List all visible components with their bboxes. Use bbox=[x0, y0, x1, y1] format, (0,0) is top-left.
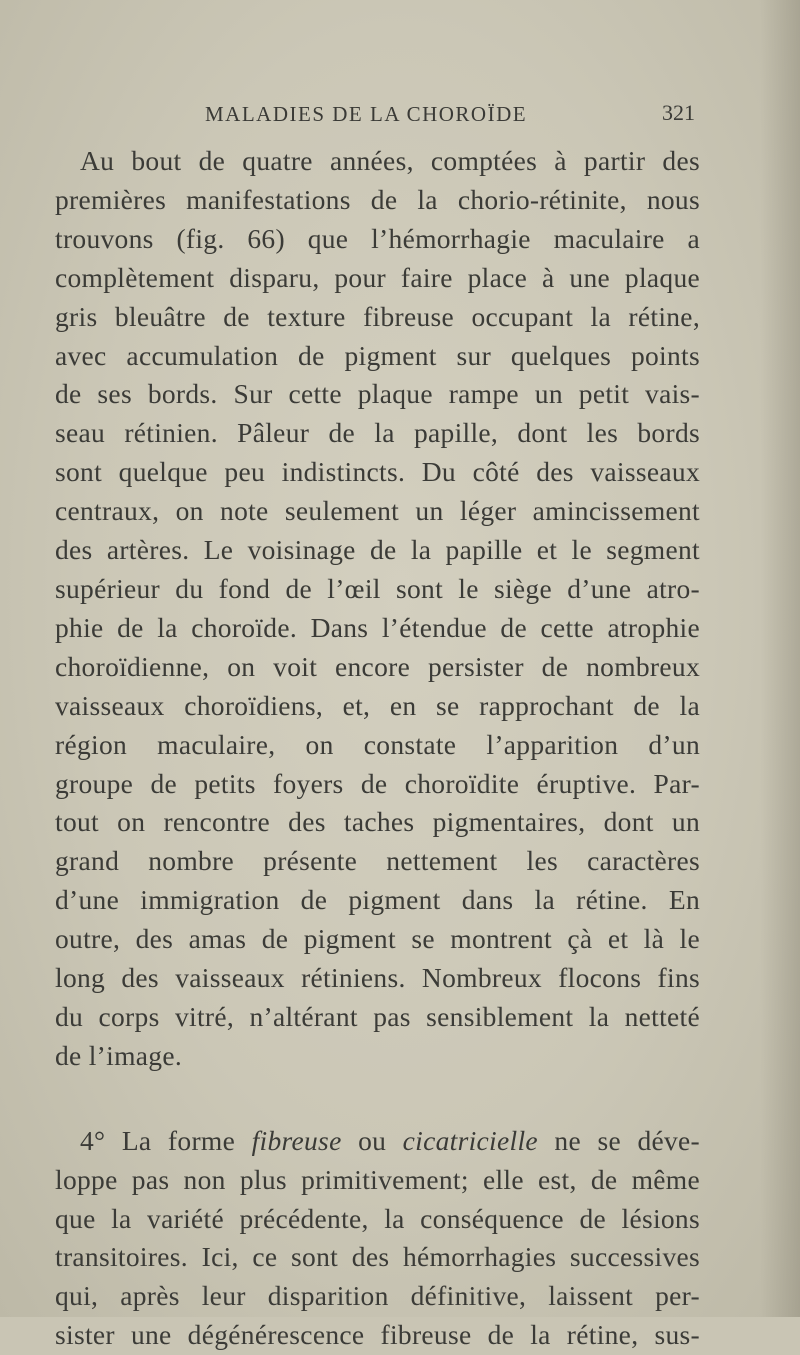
text-line: sister une dégénérescence fibreuse de la rétine, sus- bbox=[55, 1319, 700, 1351]
text-line: qui, après leur disparition définitive, laissent per- bbox=[55, 1280, 700, 1312]
text-line: groupe de petits foyers de choroïdite éruptive. Par- bbox=[55, 767, 700, 799]
text-line: vaisseaux choroïdiens, et, en se rapprochant de la bbox=[55, 689, 700, 721]
running-title: MALADIES DE LA CHOROÏDE bbox=[205, 102, 528, 126]
text-line: phie de la choroïde. Dans l’étendue de cette atrophie bbox=[55, 611, 700, 643]
paragraph-gap bbox=[55, 1076, 700, 1122]
text-segment: ne se déve- bbox=[537, 1124, 701, 1156]
body-text bbox=[55, 142, 700, 1355]
page-header bbox=[55, 100, 695, 136]
text-line: sont quelque peu indistincts. Du côté des vaisseaux bbox=[55, 456, 700, 488]
text-line: avec accumulation de pigment sur quelques points bbox=[55, 339, 700, 371]
text-line: d’une immigration de pigment dans la rétine. En bbox=[55, 884, 700, 916]
text-line: loppe pas non plus primitivement; elle est, de même bbox=[55, 1163, 700, 1195]
text-line bbox=[55, 1122, 700, 1161]
text-line: du corps vitré, n’altérant pas sensiblement la netteté bbox=[55, 1000, 700, 1032]
text-line: premières manifestations de la chorio-rétinite, nous bbox=[55, 183, 700, 215]
text-line: seau rétinien. Pâleur de la papille, dont les bords bbox=[55, 417, 700, 449]
text-segment: 4° La forme bbox=[80, 1124, 252, 1156]
page-edge-shadow bbox=[760, 0, 800, 1317]
text-line: tout on rencontre des taches pigmentaires, dont un bbox=[55, 806, 700, 838]
text-line: complètement disparu, pour faire place à une plaque bbox=[55, 261, 700, 293]
text-line: Au bout de quatre années, comptées à partir des bbox=[80, 145, 700, 176]
text-segment: ou bbox=[341, 1124, 403, 1156]
text-line: région maculaire, on constate l’apparition d’un bbox=[55, 728, 700, 760]
text-line: transitoires. Ici, ce sont des hémorrhagies successives bbox=[55, 1241, 700, 1273]
text-line: long des vaisseaux rétiniens. Nombreux flocons fins bbox=[55, 962, 700, 994]
text-line: outre, des amas de pigment se montrent çà et là le bbox=[55, 923, 700, 955]
page-number: 321 bbox=[662, 100, 695, 125]
italic-term: fibreuse bbox=[251, 1124, 342, 1156]
paragraph-2 bbox=[55, 1122, 700, 1355]
text-line: de l’image. bbox=[55, 1039, 182, 1071]
text-line: grand nombre présente nettement les caractères bbox=[55, 845, 700, 877]
text-line: gris bleuâtre de texture fibreuse occupant la rétine, bbox=[55, 300, 700, 332]
text-line: des artères. Le voisinage de la papille et le segment bbox=[55, 534, 700, 566]
text-line: choroïdienne, on voit encore persister de nombreux bbox=[55, 650, 700, 682]
text-line: que la variété précédente, la conséquence de lésions bbox=[55, 1202, 700, 1234]
text-line: supérieur du fond de l’œil sont le siège d’une atro- bbox=[55, 572, 700, 604]
text-line: centraux, on note seulement un léger amincissement bbox=[55, 495, 700, 527]
italic-term: cicatricielle bbox=[402, 1124, 538, 1156]
paragraph-1 bbox=[55, 142, 700, 1076]
text-line: trouvons (fig. 66) que l’hémorrhagie maculaire a bbox=[55, 222, 700, 254]
text-line: de ses bords. Sur cette plaque rampe un petit vais- bbox=[55, 378, 700, 410]
